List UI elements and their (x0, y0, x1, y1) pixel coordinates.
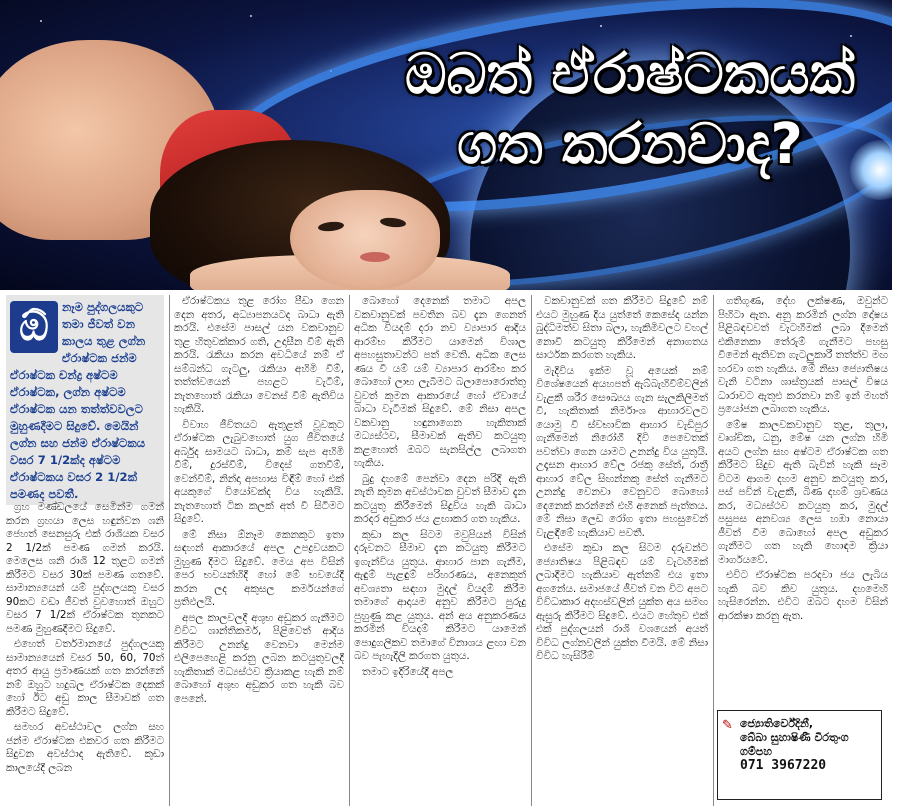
column-4 (536, 295, 708, 806)
hero-banner (0, 0, 892, 290)
intro-box (6, 295, 164, 505)
paragraph: මේෂ කාලවකවානුව තුළ, තුලා, වෘශ්චික, ධනු, මේෂ යන ලග්න හිමි අයට ලග්න සහ අෂ්ටම ඒරාෂ්ටක ගත කිරීමට සිදුව ඇති බැවින් හැකි සෑම විටම ආගම දහම අනුව කටයුතු කර, පස් පවින් වැළකී, බිණ දහම් ශ්‍රවණය කර, මධ්‍යස්ථව කටයුතු කර, මුදල් පසුපස අනවශ්‍ය ලෙස හඹා නොයා ජීවත් වීම බොහෝ අපල අඩුකර ගැනීමට ගත හැකි හොඳම ක්‍රියා මාර්ගයවේ. (718, 418, 888, 566)
column-divider (349, 295, 350, 806)
author-phone: 071 3967220 (740, 758, 827, 773)
column-5 (718, 295, 888, 703)
author-box (717, 710, 882, 800)
author-title: ජ්‍යොතිර්වේදිනී, (740, 717, 813, 730)
paragraph: බොහෝ දෙනෙක් තමාට අපල වකවානුවක් පවතින බව දැන ගෙනත් අධික වියදම් දරා නව ව්‍යාපාර ආදිය ආරම්භ කිරීමට යාමෙන් විශාල අපහසුතාවන්ට පත් වෙති. අධික ලෙස ණය වී යම් යම් ව්‍යාපාර ආරම්භ කර බොහෝ ලාභ ලැබීමට බලාපොරොත්තු වුවත් කුමන ආකාරයේ හෝ ඒවායේ බාධා වැටීමක් සිදුවේ. මේ නිසා අපල වකවානු හඳුනාගෙන හැකිතාක් මධ්‍යස්ථව, සීමාවක් ඇතිව කටයුතු කළහොත් ඔබට සැනසිල්ල ලබාගත හැකිය. (354, 295, 526, 469)
article-body (6, 295, 892, 806)
paragraph: ගතිගුණ, දේහ ලක්ෂණ, ඔවුන්ට පිහිටා ඇත. අනු කරමින් ලග්න දෝෂය පිළිබඳවවත් වැටහීමක් ලබා දීමෙන් එකිනෙකා තේරුම් ගැනීමට පහසු වීමෙන් ඇතිවන ගැටලුකාරී තත්ත්ව මඟ හරවා ගත හැකිය. මේ නිසා ජ්‍යොතිෂය වැනි වටිනා ශාස්ත්‍රයක් පාසල් විෂය ධාරාවට ඇතුළු කරනවා නම් ඉන් මහත් ප්‍රයෝජන ලබාගත හැකිය. (718, 295, 888, 415)
paragraph: එසේම කුඩා කල සිටම දරුවන්ට ජ්‍යොතිෂය පිළිබඳව යම් වැටහීමක් ලබාදීමට හැකියාව ඇත්නම් එය ඉතා අගනේය. සමාජයේ ජීවත් වන විට අපට විවිධාකාර අදහස්වලින් යුක්ත අය සමඟ ඇසුරු කිරීමට සිදුවේ. එයට හේතුව එක් එක් පුද්ගලයන් රාශි වශයෙන් අයත් විවිධ ලග්නවලින් යුක්ත වීමයි. මේ නිසා විවිධ හැසිරීම් (536, 542, 708, 662)
column-divider (531, 295, 532, 806)
intro-text: නෑම පුද්ගලයකුට තමා ජීවත් වන කාලය තුළ ලග්න ඒරාෂ්ටක ජන්ම ඒරාෂ්ටක චන්ද්‍ර අෂ්ටම ඒරාෂ්ටක, ලග්න අෂ්ටම ඒරාෂ්ටක යන තත්ත්වවලට මුහුණදීමට සිදුවේ. මෙයින් ලග්න සහ ජන්ම ඒරාෂ්ටකය වසර 7 1/2ක්ද අෂ්ටම ඒරාෂ්ටකය වසර 2 1/2ක් පමණද පවතී. (10, 300, 146, 501)
paragraph: බුදු දහමේ පෙන්වා දෙන පරිදි ඇති නැති කුමන අවස්ථාවක වුවත් සීමාව දැන කටයුතු කිරීමෙන් සිදුවිය හැකි බාධා කරදර අඩුකර ජය ළඟාකර ගත හැකිය. (354, 472, 526, 525)
column-divider (713, 295, 714, 806)
paragraph: තමාට ඉදිරියේදී අපල (362, 665, 454, 678)
headline-line1: ඔබත් ඒරාෂ්ටකයක් (405, 42, 855, 107)
dropcap: ඕ (10, 301, 58, 353)
paragraph: මැදිවිය ඉක්ම වූ අයෙක් නම් විශේෂයෙන් අයහපත් ඇබ්බැහිවීම්වලින් වැළකී ශරීර සෞඛ්‍යය ගැන සැලකිලිමත් වී, හැකිතාක් නිර්මාංශ ආහාරවලට යොමු වී ස්වභාවික ආහාර වැඩිපුර ගැනීමෙන් නිරෝගී දිවි පෙවෙතක් පවත්වා ගෙන යාමට උනන්දු විය යුතුයි. උදෑසන ආහාර වේල රජකු සේත්, රාත්‍රී ආහාර වේල සිඟන්නකු සේත් ගැනීමට උනන්දු වෙනවා වෙනුවට බොහෝ දෙනෙක් කරන්නේ එහි අනෙක් පැත්තය. මේ නිසා ලෙඩ රෝග ඉතා පහසුවෙන් වැළඳීමේ හැකියාව පවතී. (536, 364, 708, 539)
paragraph: එහෙත් වර්තමානයේ පුද්ගලයකු සාමාන්‍යයෙන් වසර 50, 60, 70ත් අතර ආයු ප්‍රමාණයක් ගත කරන්නේ නම් ඔහුට හදුබල ඒරාෂ්ටක දෙකක් හෝ ඊට අඩු කාල සීමාවක් ගත කිරීමට සිදුවේ. (6, 638, 164, 718)
headline-line2: ගත කරනවාද? (457, 112, 803, 177)
paragraph: අපල කාලවලදී අශුභ අඩුකර ගැනීමට විවිධ ශාන්තිකර්ම, පිළිවෙත් ආදිය කිරීමට උනන්දු වෙනවා මෙන්ම එලිපෙහෙළි කරනු ලබන කටයුතුවලදී හැකිතාක් මධ්‍යස්ථව ක්‍රියාකළ හැකි නම් බොහෝ අශුභ අඩුකර ගත හැකි බව පෙනේ. (174, 611, 344, 705)
column-2 (174, 295, 344, 806)
column-3 (354, 295, 526, 806)
paragraph: සමහර අවස්ථාවල ලග්න සහ ජන්ම ඒරාෂ්ටක එකවර ගත කිරීමට සිදුවන අවස්ථාද ඇතිවේ. කුඩා කාලයේදී ලබන (6, 721, 164, 774)
paragraph: එවිට ඒරාෂ්ටක පරදවා ජය ලැබිය හැකි බව කිව යුතුය. දහමෙහි හැසිරෙන්න. එවිට ඔබට දහම විසින් ආරක්ෂා කරනු ඇත. (718, 569, 888, 622)
column-divider (169, 295, 170, 806)
paragraph: විවාහ ජීවිතයට ඇතුළත් වූවකුට ඒරාෂ්ටක ලැබුවහොත් යුග ජීවිතයේ අර්බුද සාමයට බාධා, කම් සැප අහිමි වීම්, දුරස්වීම්, විදෙස් ගතවීම්, වෙන්වීම්, නින්දා අපහාස විඳීම් හෝ එක් අයකුගේ වියෝවක්ද විය හැකියි. නැතහොත් ටික කලක් අත් වී සිටීමට සිදුවේ. (174, 418, 344, 525)
author-name: බේබා සුහාෂිණී වීරතුංග (740, 731, 849, 744)
headline (380, 40, 880, 180)
paragraph: ඒරාෂ්ටකය තුළ රෝග පීඩා ගෙන දෙන අතර, අධ්‍යාපනයටද බාධා ඇති කරයි. එසේම පාසල් යන වකවානුව තුළ හිතුවක්කාර ගති, උදාසීන වීම් ඇති කරයි. රැකියා කරන අවධියේ නම් ඒ සම්බන්ධ ගැටලු, රැකියා අහිමි වීම්, තත්ත්වයෙන් පහළට වැටීම්, නැතහොත් රැකියා වෙනස් වීම් ඇතිවිය හැකියි. (174, 295, 344, 415)
paragraph: කුඩා කල සිටම මවුපියන් විසින් දරුවනට සීමාව දැන කටයුතු කිරීමට ඉගැන්විය යුතුය. ආහාර පාන ගැනීම, ඇඳුම් පැළඳුම් පරිහරණය, අනෙකුත් අවශ්‍යතා සඳහා මුදල් වියදම් කිරීම තමාගේ ආදායම අනුව කිරීමට පුරුදු පුහුණු කළ යුතුය. අන් අය අනුකරණය කරමින් වියදම් කිරීමට යාමෙන් පොදුගලිකව තමාගේ විනාශය ළඟා වන බව පැහැදිලි කරගත යුතුය. (354, 528, 526, 662)
paragraph: වකවානුවක් ගත කිරීමට සිදුවේ නම් එයට මුහුණ දිය යුත්තේ කෙසේද යන්න බුද්ධිමත්ව සිතා බලා, හැකිමිවලට වහල් නොවී කටයුතු කිරීමෙන් අනාගතය සාර්ථක කරගත හැකිය. (536, 295, 708, 361)
paragraph: ග්‍රහ මණ්ඩලයේ සෙමින්ම ගමන් කරන ග්‍රහයා ලෙස හඳුන්වන ශනි ජෙහත් සෙනසුරු එක් රාශියක වසර 2 1/2ක් පමණ ගමන් කරයි. මෙලෙස ශනි රාශි 12 තුළට ගමන් කිරීමට වසර 30ක් පමණ ගතවේ. සාමාන්‍යයෙන් යම් පුද්ගලයකු වසර 90කට වඩා ජීවත් වුවහොත් ඔහුට වසර 7 1/2ක් ඒරාෂ්ටක තුනකට පමණ මුහුණදීමට සිදුවේ. (6, 501, 164, 635)
column-1 (6, 501, 164, 806)
intro-column (6, 295, 164, 806)
author-location: ගම්පහ (740, 745, 772, 758)
pen-icon: ✎ (722, 718, 733, 733)
paragraph: මේ නිසා ඕනෑම කෙනකුට ඉතා සඳහන් ආකාරයේ අපල උපද්‍රවයකට මුහුණ දීමට සිදුවේ. මෙය අප විසින් පෙර භවයන්හිදී හෝ මේ භවයේදී කරන ලද අකුසල කර්මයන්ගේ ප්‍රතිඵලයි. (174, 528, 344, 608)
